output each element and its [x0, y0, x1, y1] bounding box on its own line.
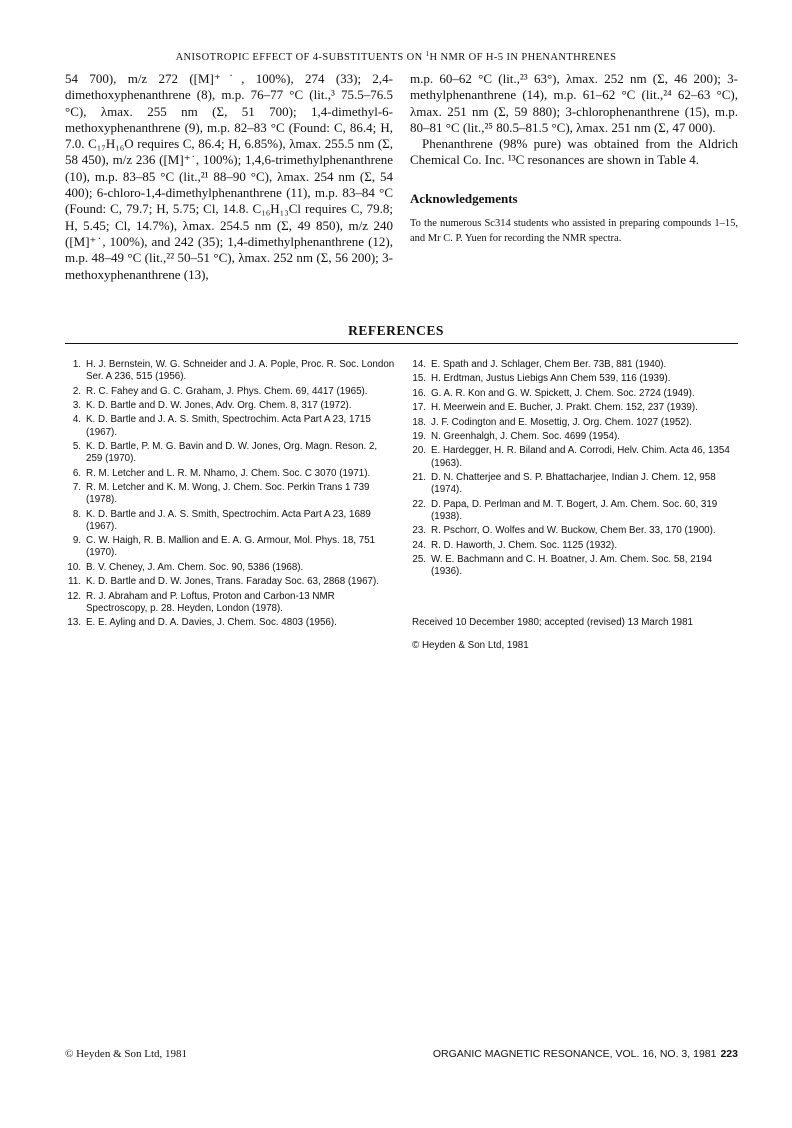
- reference-number: 15.: [412, 373, 426, 385]
- reference-item: [65, 359, 395, 383]
- reference-number: 22.: [412, 498, 426, 510]
- reference-item: [410, 373, 740, 385]
- reference-number: 5.: [72, 440, 81, 452]
- reference-text: C. W. Haigh, R. B. Mallion and E. A. G. Armour, Mol. Phys. 18, 751 (1970).: [86, 535, 376, 559]
- reference-item: [410, 417, 740, 429]
- reference-text: R. M. Letcher and K. M. Wong, J. Chem. Soc. Perkin Trans 1 739 (1978).: [86, 481, 370, 506]
- reference-text: G. A. R. Kon and G. W. Spickett, J. Chem. Soc. 2724 (1949).: [431, 387, 695, 399]
- reference-text: D. N. Chatterjee and S. P. Bhattacharjee, Indian J. Chem. 12, 958 (1974).: [431, 471, 716, 496]
- reference-item: [65, 535, 395, 559]
- reference-text: K. D. Bartle and J. A. S. Smith, Spectrochim. Acta Part A 23, 1689 (1967).: [86, 508, 371, 532]
- reference-item: [410, 472, 740, 496]
- reference-item: [65, 400, 395, 412]
- references-left-column: [65, 359, 395, 632]
- reference-item: [410, 388, 740, 400]
- reference-number: 16.: [412, 387, 426, 399]
- reference-text: R. J. Abraham and P. Loftus, Proton and Carbon-13 NMR Spectroscopy, p. 28. Heyden, London (1978).: [86, 590, 335, 614]
- reference-text: K. D. Bartle, P. M. G. Bavin and D. W. Jones, Org. Magn. Reson. 2, 259 (1970).: [86, 440, 378, 465]
- acknowledgements-heading: Acknowledgements: [410, 190, 518, 206]
- reference-text: J. F. Codington and E. Mosettig, J. Org. Chem. 1027 (1952).: [431, 416, 692, 428]
- reference-number: 20.: [412, 445, 426, 457]
- reference-item: [65, 414, 395, 438]
- reference-item: [410, 359, 740, 371]
- reference-text: H. Meerwein and E. Bucher, J. Prakt. Chem. 152, 237 (1939).: [431, 402, 698, 414]
- reference-text: N. Greenhalgh, J. Chem. Soc. 4699 (1954).: [431, 430, 620, 442]
- reference-number: 1.: [72, 359, 81, 370]
- reference-text: R. M. Letcher and L. R. M. Nhamo, J. Chem. Soc. C 3070 (1971).: [86, 467, 371, 479]
- page-number: 223: [720, 1048, 738, 1060]
- reference-text: E. E. Ayling and D. A. Davies, J. Chem. Soc. 4803 (1956).: [86, 617, 337, 629]
- reference-number: 6.: [72, 467, 81, 479]
- footer-journal: [412, 1048, 738, 1060]
- references-list-left: [65, 359, 395, 629]
- acknowledgements-text: To the numerous Sc314 students who assisted in preparing compounds 1–15, and Mr C. P. Yuen for recording the NMR spectra.: [410, 218, 738, 244]
- compound-data-paragraph-left: 54 700), m/z 272 ([M]⁺˙, 100%), 274 (33); 2,4-dimethoxyphenanthrene (8), m.p. 76–77 °C (lit.,³ 75.5–76.5 °C), λmax. 255 nm (Σ, 51 700); 1,4-dimethyl-6-methoxyphenanthrene (9), m.p. 82–83 °C (Found: C, 86.4; H, 7.0. C₁₇H₁₆O requires C, 86.4; H, 6.85%), λmax. 255.5 nm (Σ, 58 450), m/z 236 ([M]⁺˙, 100%); 1,4,6-trimethylphenanthrene (10), m.p. 83–85 °C (lit.,²¹ 88–90 °C), λmax. 254 nm (Σ, 54 400); 6-chloro-1,4-dimethylphenanthrene (11), m.p. 83–84 °C (Found: C, 79.7; H, 5.75; Cl, 14.8. C₁₆H₁₃Cl requires C, 79.8; H, 5.45; Cl, 14.7%), λmax. 254.5 nm (Σ, 49 850), m/z 240 ([M]⁺˙, 100%), and 242 (35); 1,4-dimethylphenanthrene (12), m.p. 48–49 °C (lit.,²² 50–51 °C), λmax. 252 nm (Σ, 56 200); 3-methoxyphenanthrene (13),: [65, 71, 393, 282]
- reference-number: 4.: [72, 414, 81, 426]
- reference-item: [410, 554, 740, 578]
- reference-text: R. Pschorr, O. Wolfes and W. Buckow, Chem Ber. 33, 170 (1900).: [431, 525, 716, 537]
- footer-journal-name: ORGANIC MAGNETIC RESONANCE, VOL. 16, NO. 3, 1981: [432, 1048, 717, 1060]
- reference-number: 23.: [412, 525, 426, 537]
- reference-number: 10.: [67, 561, 81, 573]
- reference-item: [65, 468, 395, 480]
- reference-number: 13.: [67, 617, 81, 629]
- reference-text: R. C. Fahey and G. C. Graham, J. Phys. Chem. 69, 4417 (1965).: [86, 385, 368, 397]
- running-head: [0, 52, 792, 63]
- reference-item: [410, 431, 740, 443]
- references-list-right: [410, 359, 740, 578]
- running-head-superscript: 1: [425, 50, 430, 58]
- reference-number: 2.: [72, 385, 81, 397]
- received-dates: Received 10 December 1980; accepted (revised) 13 March 1981: [412, 617, 694, 628]
- footer-copyright: © Heyden & Son Ltd, 1981: [65, 1048, 188, 1060]
- reference-number: 9.: [72, 535, 81, 547]
- reference-text: W. E. Bachmann and C. H. Boatner, J. Am. Chem. Soc. 58, 2194 (1936).: [431, 553, 712, 578]
- reference-number: 25.: [412, 553, 426, 565]
- reference-text: K. D. Bartle and J. A. S. Smith, Spectrochim. Acta Part A 23, 1715 (1967).: [86, 414, 371, 438]
- reference-item: [65, 441, 395, 465]
- reference-number: 19.: [412, 430, 426, 442]
- references-divider: [65, 343, 738, 344]
- references-title: REFERENCES: [348, 323, 444, 338]
- reference-text: R. D. Haworth, J. Chem. Soc. 1125 (1932).: [431, 539, 618, 551]
- reference-number: 3.: [72, 399, 81, 411]
- reference-number: 7.: [72, 481, 81, 493]
- reference-item: [410, 525, 740, 537]
- reference-item: [410, 540, 740, 552]
- reference-number: 14.: [412, 359, 426, 370]
- reference-number: 12.: [67, 590, 81, 602]
- reference-item: [65, 509, 395, 533]
- reference-item: [65, 562, 395, 574]
- reference-text: D. Papa, D. Perlman and M. T. Bogert, J. Am. Chem. Soc. 60, 319 (1938).: [431, 498, 718, 522]
- reference-text: H. Erdtman, Justus Liebigs Ann Chem 539, 116 (1939).: [431, 373, 671, 385]
- body-right-column: [410, 71, 738, 246]
- compound-data-paragraph-right: m.p. 60–62 °C (lit.,²³ 63°), λmax. 252 nm (Σ, 46 200); 3-methylphenanthrene (14), m.p. 61–62 °C (lit.,²⁴ 62–63 °C), λmax. 251 nm (Σ, 59 880); 3-chlorophenanthrene (15), m.p. 80–81 °C (lit.,²⁵ 80.5–81.5 °C), λmax. 251 nm (Σ, 47 000).: [410, 71, 738, 135]
- reference-number: 17.: [412, 402, 426, 414]
- reference-number: 21.: [412, 471, 426, 483]
- references-right-column: [410, 359, 740, 581]
- reference-text: B. V. Cheney, J. Am. Chem. Soc. 90, 5386 (1968).: [86, 561, 304, 573]
- reference-item: [65, 591, 395, 615]
- reference-number: 24.: [412, 539, 426, 551]
- running-head-part-1: ANISOTROPIC EFFECT OF 4-SUBSTITUENTS ON: [175, 52, 426, 63]
- reference-item: [410, 402, 740, 414]
- reference-text: K. D. Bartle and D. W. Jones, Adv. Org. Chem. 8, 317 (1972).: [86, 399, 352, 411]
- reference-number: 18.: [412, 416, 426, 428]
- reference-item: [410, 499, 740, 523]
- received-copyright: © Heyden & Son Ltd, 1981: [412, 640, 529, 651]
- reference-number: 11.: [68, 576, 81, 588]
- reference-number: 8.: [72, 508, 81, 520]
- body-left-column: [65, 71, 393, 283]
- phenanthrene-source-paragraph: Phenanthrene (98% pure) was obtained from the Aldrich Chemical Co. Inc. ¹³C resonances are shown in Table 4.: [410, 136, 738, 168]
- reference-item: [65, 576, 395, 588]
- running-head-part-2: H NMR OF H-5 IN PHENANTHRENES: [429, 52, 617, 63]
- reference-text: E. Hardegger, H. R. Biland and A. Corrodi, Helv. Chim. Acta 46, 1354 (1963).: [431, 445, 730, 469]
- reference-item: [410, 445, 740, 469]
- reference-item: [65, 617, 395, 629]
- reference-item: [65, 482, 395, 506]
- received-block: [412, 616, 742, 662]
- reference-item: [65, 386, 395, 398]
- reference-text: H. J. Bernstein, W. G. Schneider and J. A. Pople, Proc. R. Soc. London Ser. A 236, 515 (1956).: [86, 359, 395, 383]
- reference-text: E. Spath and J. Schlager, Chem Ber. 73B, 881 (1940).: [431, 359, 667, 370]
- reference-text: K. D. Bartle and D. W. Jones, Trans. Faraday Soc. 63, 2868 (1967).: [86, 576, 379, 588]
